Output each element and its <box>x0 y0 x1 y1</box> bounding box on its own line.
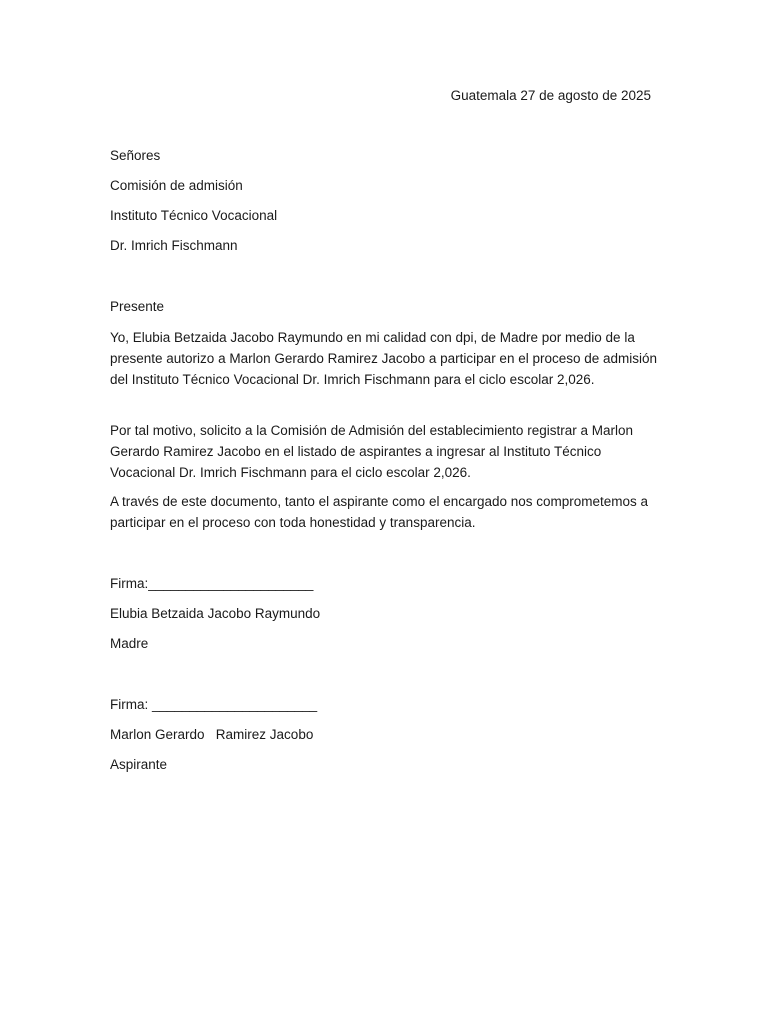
body-paragraph-2: Por tal motivo, solicito a la Comisión de Admisión del establecimiento registrar a Marlon Gerardo Ramirez Jacobo en el listado de aspirantes a ingresar al Instituto Técnico Vocacional Dr. Imrich Fischmann para el ciclo escolar 2,026. <box>110 423 633 480</box>
greeting: Presente <box>110 299 165 314</box>
recipient-line-2: Comisión de admisión <box>110 178 243 193</box>
recipient-line-1: Señores <box>110 148 161 163</box>
body-paragraph-1: Yo, Elubia Betzaida Jacobo Raymundo en mi calidad con dpi, de Madre por medio de la presente autorizo a Marlon Gerardo Ramirez Jacobo a participar en el proceso de admisión del Instituto Técnico Vocacional Dr. Imrich Fischmann para el ciclo escolar 2,026. <box>110 330 658 387</box>
signer-name-1: Elubia Betzaida Jacobo Raymundo <box>110 606 321 621</box>
recipient-line-4: Dr. Imrich Fischmann <box>110 238 238 253</box>
recipient-line-3: Instituto Técnico Vocacional <box>110 208 278 223</box>
signature-line-1: Firma:______________________ <box>110 576 314 591</box>
signer-name-2: Marlon Gerardo Ramirez Jacobo <box>110 727 314 742</box>
signature-line-2: Firma: ______________________ <box>110 697 318 712</box>
signer-role-1: Madre <box>110 636 149 651</box>
signer-role-2: Aspirante <box>110 757 168 772</box>
date-line: Guatemala 27 de agosto de 2025 <box>450 88 651 103</box>
body-paragraph-3: A través de este documento, tanto el aspirante como el encargado nos comprometemos a participar en el proceso con toda honestidad y transparencia. <box>110 494 649 530</box>
